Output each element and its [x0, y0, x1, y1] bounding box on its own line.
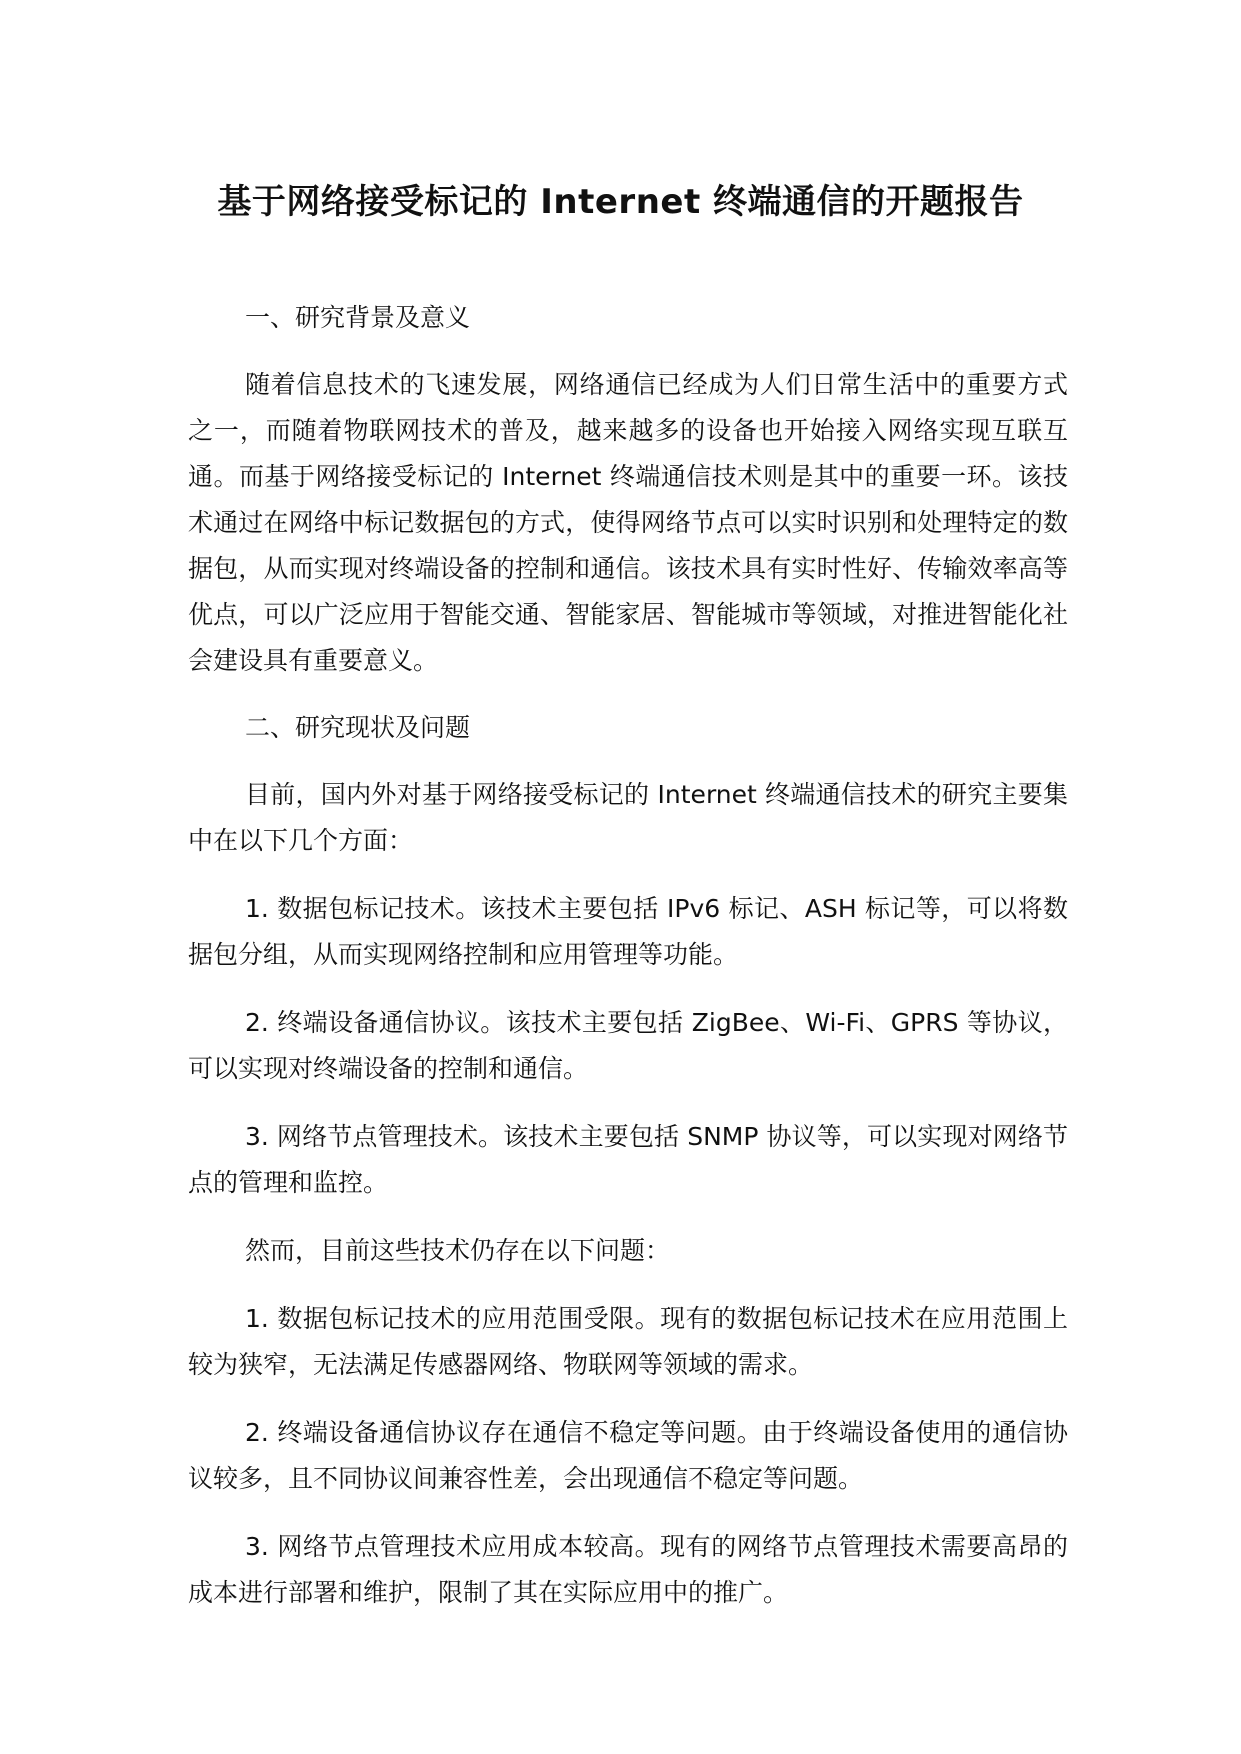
section-heading-background: 一、研究背景及意义 [245, 303, 471, 332]
problem-item: 1. 数据包标记技术的应用范围受限。现有的数据包标记技术在应用范围上较为狭窄，无法满足传感器网络、物联网等领域的需求。 [188, 1304, 1068, 1379]
status-item: 2. 终端设备通信协议。该技术主要包括 ZigBee、Wi-Fi、GPRS 等协议，可以实现对终端设备的控制和通信。 [188, 1008, 1068, 1083]
status-item: 3. 网络节点管理技术。该技术主要包括 SNMP 协议等，可以实现对网络节点的管理和监控。 [188, 1122, 1068, 1197]
paragraph-background: 随着信息技术的飞速发展，网络通信已经成为人们日常生活中的重要方式之一，而随着物联网技术的普及，越来越多的设备也开始接入网络实现互联互通。而基于网络接受标记的 Internet 终端通信技术则是其中的重要一环。该技术通过在网络中标记数据包的方式，使得网络节点可以实时识别和处理特定的数据包，从而实现对终端设备的控制和通信。该技术具有实时性好、传输效率高等优点，可以广泛应用于智能交通、智能家居、智能城市等领域，对推进智能化社会建设具有重要意义。 [188, 370, 1068, 675]
status-item: 1. 数据包标记技术。该技术主要包括 IPv6 标记、ASH 标记等，可以将数据包分组，从而实现网络控制和应用管理等功能。 [188, 894, 1068, 969]
section-heading-status: 二、研究现状及问题 [245, 713, 471, 742]
document-title: 基于网络接受标记的 Internet 终端通信的开题报告 [217, 182, 1024, 222]
paragraph-problems-intro: 然而，目前这些技术仍存在以下问题： [245, 1236, 671, 1265]
problem-item: 3. 网络节点管理技术应用成本较高。现有的网络节点管理技术需要高昂的成本进行部署和维护，限制了其在实际应用中的推广。 [188, 1532, 1068, 1607]
document-body [188, 296, 1068, 1638]
problem-item: 2. 终端设备通信协议存在通信不稳定等问题。由于终端设备使用的通信协议较多，且不同协议间兼容性差，会出现通信不稳定等问题。 [188, 1418, 1068, 1493]
paragraph-status-intro: 目前，国内外对基于网络接受标记的 Internet 终端通信技术的研究主要集中在以下几个方面： [188, 780, 1068, 855]
